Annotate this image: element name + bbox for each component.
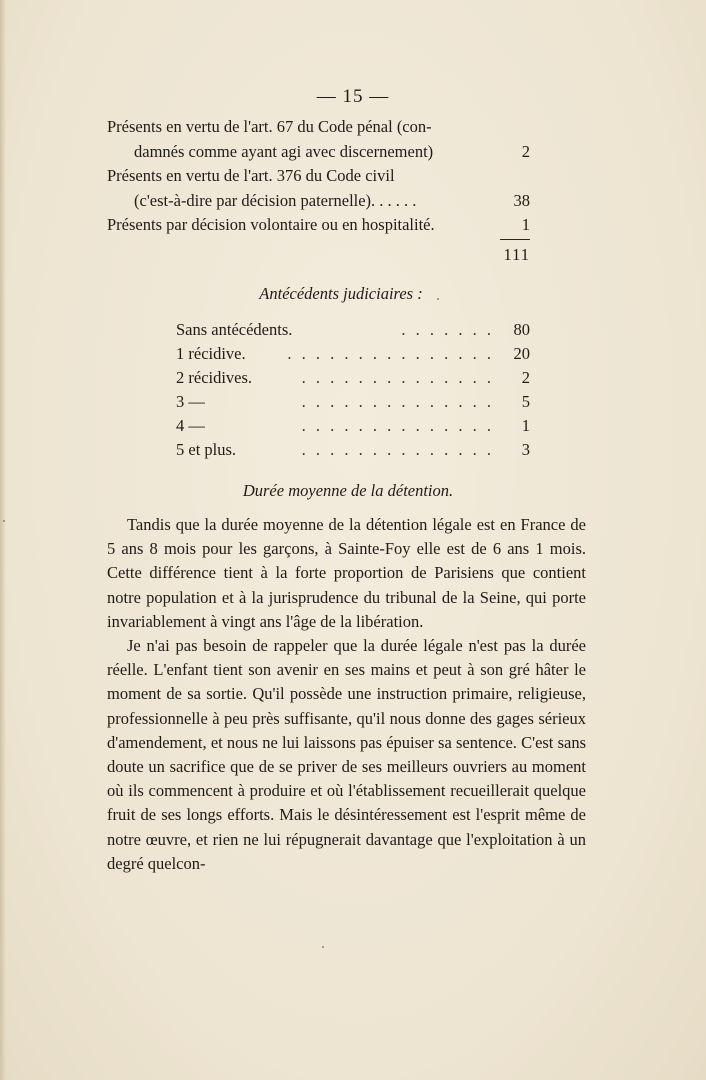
ledger-text: (c'est-à-dire par décision paternelle). . . . . . (134, 190, 417, 210)
antecedents-row (176, 366, 530, 390)
antecedents-value: 20 (513, 344, 530, 363)
ledger-text: Présents en vertu de l'art. 376 du Code civil (107, 166, 395, 185)
page-edge-shadow (0, 0, 6, 1080)
paper-speck (437, 298, 439, 300)
ledger-text: Présents par décision volontaire ou en hospitalité. (107, 215, 435, 234)
leader-dots: . . . . . . . . . . . . . . (301, 368, 494, 387)
ledger-text: damnés comme ayant agi avec discernement) (134, 141, 434, 161)
paragraph: Je n'ai pas besoin de rappeler que la durée légale n'est pas la durée réelle. L'enfant tient son avenir en ses mains et peut à son gré hâter le moment de sa sortie. Qu'il possède une instruction primaire, religieuse, professionnelle à peu près suffisante, qu'il nous donne des gages sérieux d'amendement, et nous ne lui laissons pas épuiser sa sentence. C'est sans doute un sacrifice que de se priver de ses meilleurs ouvriers au moment où ils commencent à produire et où l'établissement recueillerait quelque fruit de ses longs efforts. Mais le désintéressement est l'esprit même de notre œuvre, et rien ne lui répugnerait davantage que l'exploitation à un degré quelcon- (107, 636, 586, 873)
ledger-value: 2 (521, 141, 530, 161)
ledger-row (107, 115, 530, 140)
presence-ledger (107, 115, 530, 238)
page-number: — 15 — (316, 86, 390, 107)
leader-dots: . . . . . . . . . . . . . . (301, 392, 494, 411)
antecedents-label: 4 — (176, 416, 205, 435)
antecedents-value: 5 (521, 392, 530, 411)
antecedents-value: 1 (521, 416, 530, 435)
antecedents-table (176, 318, 530, 462)
body-text (107, 513, 586, 876)
antecedents-value: 2 (521, 368, 530, 387)
ledger-value: 38 (513, 190, 530, 210)
paper-speck (3, 520, 5, 522)
antecedents-heading: Antécédents judiciaires : (259, 284, 423, 303)
sum-rule-divider (500, 239, 530, 240)
ledger-text: Présents en vertu de l'art. 67 du Code pénal (con- (107, 117, 432, 136)
ledger-row (107, 213, 530, 238)
antecedents-row (176, 390, 530, 414)
ledger-row (107, 189, 530, 214)
leader-dots: . . . . . . . (401, 320, 494, 339)
antecedents-row (176, 414, 530, 438)
antecedents-label: 1 récidive. (176, 344, 246, 363)
leader-dots: . . . . . . . . . . . . . . . (287, 344, 494, 363)
antecedents-label: 3 — (176, 392, 205, 411)
leader-dots: . . . . . . . . . . . . . . (301, 416, 494, 435)
antecedents-label: 2 récidives. (176, 368, 253, 387)
antecedents-label: Sans antécédents. (176, 320, 293, 339)
antecedents-value: 3 (521, 440, 530, 459)
paper-speck (322, 946, 324, 948)
antecedents-row (176, 438, 530, 462)
leader-dots: . . . . . . . . . . . . . . (301, 440, 494, 459)
antecedents-row (176, 342, 530, 366)
duree-heading: Durée moyenne de la détention. (242, 481, 454, 500)
antecedents-value: 80 (513, 320, 530, 339)
ledger-row (107, 164, 530, 189)
antecedents-label: 5 et plus. (176, 440, 237, 459)
ledger-row (107, 140, 530, 165)
ledger-total: 111 (503, 245, 530, 264)
paragraph: Tandis que la durée moyenne de la détention légale est en France de 5 ans 8 mois pour les garçons, à Sainte-Foy elle est de 6 ans 1 mois. Cette différence tient à la forte proportion de Parisiens que contient notre population et à la jurisprudence du tribunal de la Seine, qui porte invariablement à vingt ans l'âge de la libération. (107, 515, 586, 631)
antecedents-row (176, 318, 530, 342)
ledger-value: 1 (521, 215, 530, 234)
